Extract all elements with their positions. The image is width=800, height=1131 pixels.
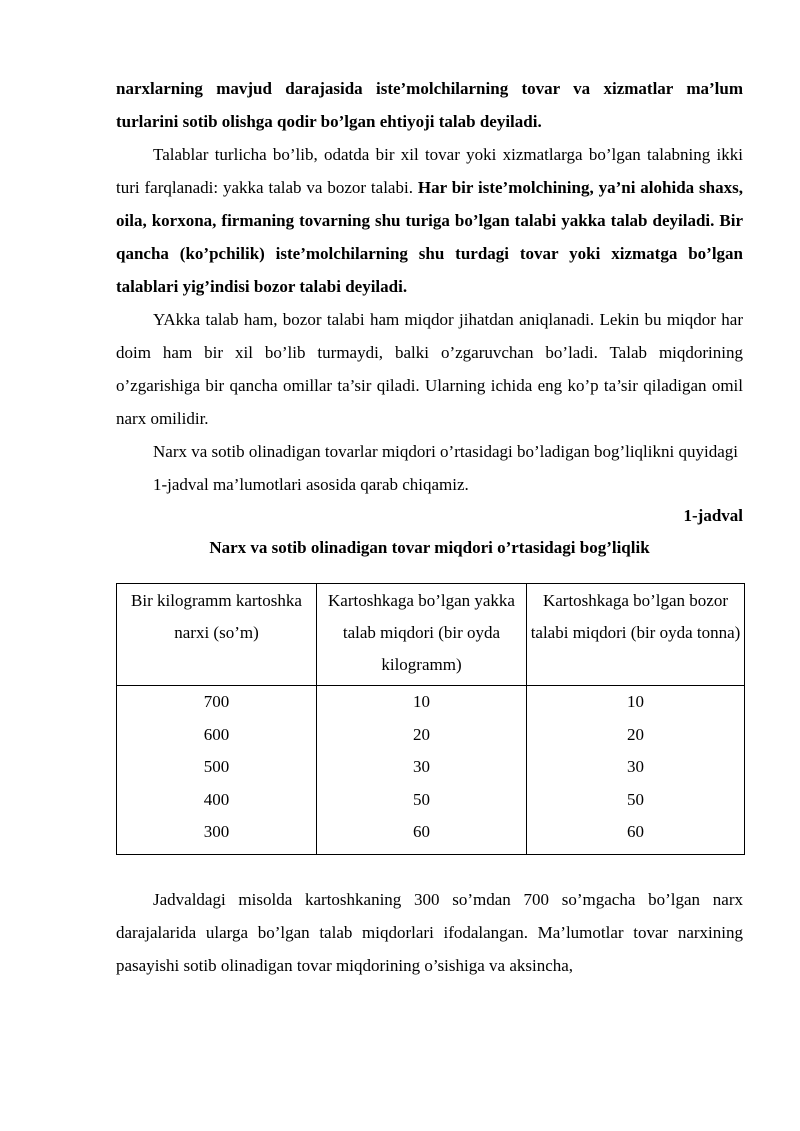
table-body-row [117,686,745,855]
cell-value: 600 [203,724,230,744]
cell-value: 50 [627,789,644,809]
header-individual-demand: Kartoshkaga bo’lgan yakka talab miqdori (bir oyda kilogramm) [317,584,527,686]
paragraph-demand-types [116,138,743,303]
header-price: Bir kilogramm kartoshka narxi (so’m) [117,584,317,686]
market-demand-column [527,686,745,855]
individual-demand-column [317,686,527,855]
table-header-row [117,584,745,686]
cell-value: 30 [627,757,644,776]
bold-text: Har bir iste’molchining, ya’ni alohida shaxs, oila, korxona, firmaning tovarning shu turiga bo’lgan talabi yakka talab deyiladi. Bir qancha (ko’pchilik) iste’molchilarning shu turdagi tovar yoki xizmatga bo’lgan talablari yig’indisi bozor talabi deyiladi. [116,178,743,296]
cell-value: 30 [413,757,430,776]
price-column [117,686,317,855]
cell-value: 20 [627,724,644,744]
paragraph-table-analysis: Jadvaldagi misolda kartoshkaning 300 so’mdan 700 so’mgacha bo’lgan narx darajalarida ularga bo’lgan talab miqdorlari ifodalangan. Ma’lumotlar tovar narxining pasayishi sotib olinadigan tovar miqdorining o’sishiga va aksincha, [116,889,743,975]
price-demand-table [116,583,745,855]
header-market-demand: Kartoshkaga bo’lgan bozor talabi miqdori (bir oyda tonna) [527,584,745,686]
paragraph-price-relation: Narx va sotib olinadigan tovarlar miqdori o’rtasidagi bo’ladigan bog’liqlikni quyidagi [153,442,738,461]
document-page [116,72,743,982]
cell-value: 50 [413,789,430,809]
cell-value: 700 [203,692,230,711]
table-caption: Narx va sotib olinadigan tovar miqdori o’rtasidagi bog’liqlik [209,538,650,557]
cell-value: 10 [627,692,644,711]
cell-value: 20 [413,724,430,744]
cell-value: 300 [203,822,230,841]
paragraph-demand-quantity: YAkka talab ham, bozor talabi ham miqdor jihatdan aniqlanadi. Lekin bu miqdor har doim ham bir xil bo’lib turmaydi, balki o’zgaruvchan bo’ladi. Talab miqdorining o’zgarishiga bir qancha omillar ta’sir qiladi. Ularning ichida eng ko’p ta’sir qiladigan omil narx omilidir. [116,310,743,428]
paragraph-table-intro: 1-jadval ma’lumotlari asosida qarab chiqamiz. [153,475,469,494]
cell-value: 10 [413,692,430,711]
cell-value: 500 [203,757,230,776]
normal-text: Talablar turlicha bo’lib, odatda bir xil tovar yoki xizmatlarga bo’lgan talabning ikki turi farqlanadi: yakka talab va bozor talabi. [116,145,743,197]
cell-value: 400 [203,789,230,809]
table-label: 1-jadval [683,506,743,525]
bold-text: narxlarning mavjud darajasida iste’molchilarning tovar va xizmatlar ma’lum turlarini sotib olishga qodir bo’lgan ehtiyoji talab deyiladi. [116,79,743,131]
cell-value: 60 [627,822,644,841]
paragraph-demand-definition [116,72,743,138]
cell-value: 60 [413,822,430,841]
